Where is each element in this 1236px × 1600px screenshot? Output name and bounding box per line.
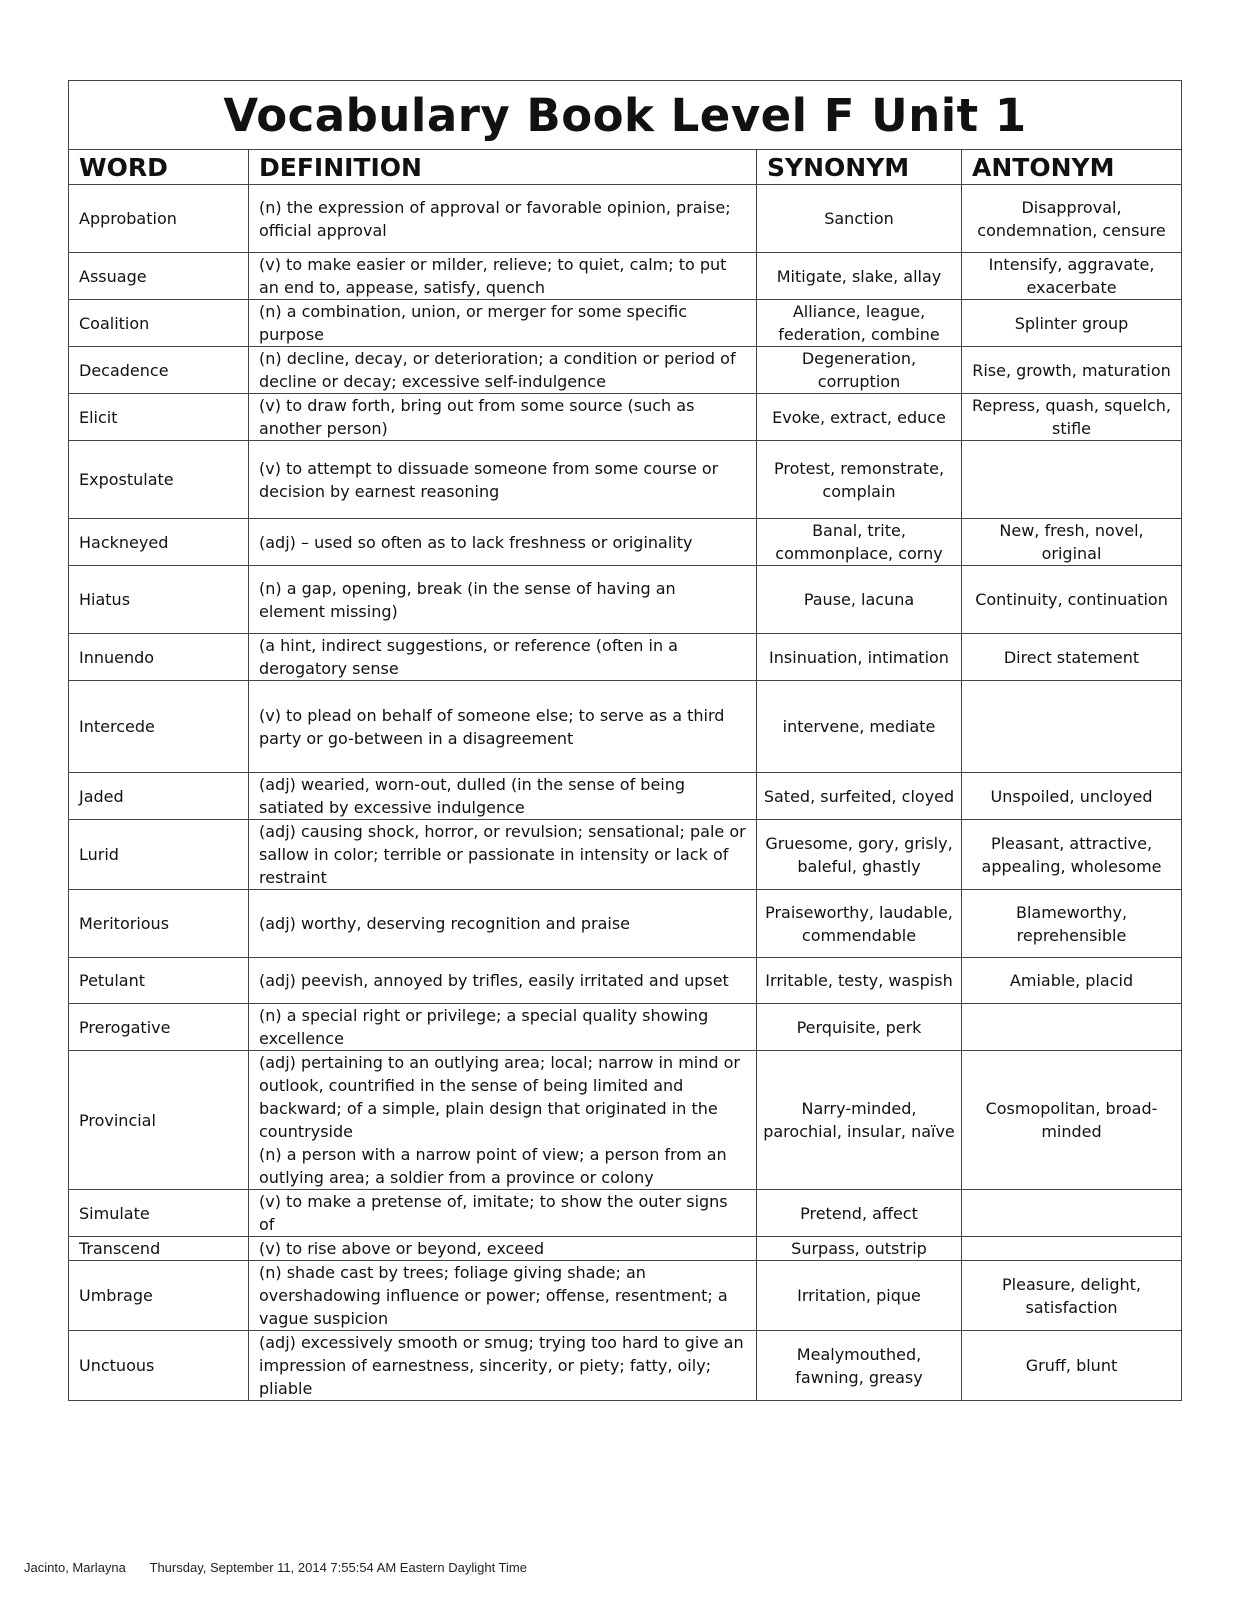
table-row	[69, 634, 1182, 681]
cell-antonym: Gruff, blunt	[962, 1331, 1182, 1401]
table-row	[69, 347, 1182, 394]
cell-definition: (adj) excessively smooth or smug; trying too hard to give an impression of earnestness, sincerity, or piety; fatty, oily; pliable	[249, 1331, 757, 1401]
table-row	[69, 1331, 1182, 1401]
cell-word: Approbation	[69, 185, 249, 253]
cell-antonym	[962, 441, 1182, 519]
cell-antonym	[962, 1004, 1182, 1051]
cell-synonym: Mealymouthed, fawning, greasy	[757, 1331, 962, 1401]
cell-word: Coalition	[69, 300, 249, 347]
cell-word: Lurid	[69, 820, 249, 890]
cell-synonym: Pretend, affect	[757, 1190, 962, 1237]
table-row	[69, 519, 1182, 566]
cell-definition: (n) a combination, union, or merger for some specific purpose	[249, 300, 757, 347]
cell-word: Innuendo	[69, 634, 249, 681]
cell-antonym: Rise, growth, maturation	[962, 347, 1182, 394]
cell-definition: (n) a special right or privilege; a special quality showing excellence	[249, 1004, 757, 1051]
table-row	[69, 300, 1182, 347]
cell-synonym: Narry-minded, parochial, insular, naïve	[757, 1051, 962, 1190]
table-row	[69, 1190, 1182, 1237]
header-synonym: SYNONYM	[757, 150, 962, 185]
table-row	[69, 1261, 1182, 1331]
cell-word: Umbrage	[69, 1261, 249, 1331]
table-row	[69, 1051, 1182, 1190]
cell-word: Assuage	[69, 253, 249, 300]
page-title: Vocabulary Book Level F Unit 1	[69, 81, 1182, 150]
cell-word: Prerogative	[69, 1004, 249, 1051]
cell-synonym: Pause, lacuna	[757, 566, 962, 634]
table-row	[69, 394, 1182, 441]
table-row	[69, 253, 1182, 300]
cell-synonym: Mitigate, slake, allay	[757, 253, 962, 300]
cell-word: Hiatus	[69, 566, 249, 634]
cell-synonym: Insinuation, intimation	[757, 634, 962, 681]
cell-word: Expostulate	[69, 441, 249, 519]
cell-synonym: Alliance, league, federation, combine	[757, 300, 962, 347]
cell-definition: (v) to make a pretense of, imitate; to show the outer signs of	[249, 1190, 757, 1237]
cell-word: Simulate	[69, 1190, 249, 1237]
cell-antonym	[962, 1237, 1182, 1261]
cell-antonym: Repress, quash, squelch, stifle	[962, 394, 1182, 441]
cell-synonym: Sanction	[757, 185, 962, 253]
cell-definition: (adj) peevish, annoyed by trifles, easily irritated and upset	[249, 958, 757, 1004]
cell-antonym	[962, 681, 1182, 773]
cell-word: Meritorious	[69, 890, 249, 958]
table-row	[69, 441, 1182, 519]
table-row	[69, 958, 1182, 1004]
cell-synonym: Evoke, extract, educe	[757, 394, 962, 441]
cell-word: Unctuous	[69, 1331, 249, 1401]
cell-antonym: Splinter group	[962, 300, 1182, 347]
table-row	[69, 681, 1182, 773]
cell-antonym: Amiable, placid	[962, 958, 1182, 1004]
cell-antonym: Continuity, continuation	[962, 566, 1182, 634]
cell-word: Provincial	[69, 1051, 249, 1190]
cell-word: Elicit	[69, 394, 249, 441]
cell-synonym: Surpass, outstrip	[757, 1237, 962, 1261]
vocabulary-sheet	[68, 80, 1181, 1401]
table-row	[69, 566, 1182, 634]
cell-synonym: Degeneration, corruption	[757, 347, 962, 394]
cell-antonym	[962, 1190, 1182, 1237]
table-row	[69, 820, 1182, 890]
cell-antonym: Pleasure, delight, satisfaction	[962, 1261, 1182, 1331]
table-row	[69, 890, 1182, 958]
cell-definition: (adj) pertaining to an outlying area; local; narrow in mind or outlook, countrified in the sense of being limited and backward; of a simple, plain design that originated in the countryside (n) a person with a narrow point of view; a person from an outlying area; a soldier from a province or colony	[249, 1051, 757, 1190]
cell-definition: (adj) causing shock, horror, or revulsion; sensational; pale or sallow in color; terrible or passionate in intensity or lack of restraint	[249, 820, 757, 890]
header-definition: DEFINITION	[249, 150, 757, 185]
header-antonym: ANTONYM	[962, 150, 1182, 185]
cell-synonym: Banal, trite, commonplace, corny	[757, 519, 962, 566]
cell-synonym: intervene, mediate	[757, 681, 962, 773]
vocabulary-table	[68, 80, 1182, 1401]
header-word: WORD	[69, 150, 249, 185]
cell-definition: (adj) wearied, worn-out, dulled (in the sense of being satiated by excessive indulgence	[249, 773, 757, 820]
cell-synonym: Irritable, testy, waspish	[757, 958, 962, 1004]
cell-synonym: Irritation, pique	[757, 1261, 962, 1331]
cell-antonym: Blameworthy, reprehensible	[962, 890, 1182, 958]
cell-word: Intercede	[69, 681, 249, 773]
cell-definition: (n) shade cast by trees; foliage giving shade; an overshadowing influence or power; offense, resentment; a vague suspicion	[249, 1261, 757, 1331]
print-footer	[24, 1560, 527, 1575]
cell-antonym: Disapproval, condemnation, censure	[962, 185, 1182, 253]
cell-synonym: Sated, surfeited, cloyed	[757, 773, 962, 820]
cell-definition: (v) to rise above or beyond, exceed	[249, 1237, 757, 1261]
footer-timestamp: Thursday, September 11, 2014 7:55:54 AM Eastern Daylight Time	[149, 1560, 527, 1575]
cell-definition: (n) decline, decay, or deterioration; a condition or period of decline or decay; excessive self-indulgence	[249, 347, 757, 394]
table-body	[69, 185, 1182, 1401]
cell-word: Jaded	[69, 773, 249, 820]
cell-antonym: New, fresh, novel, original	[962, 519, 1182, 566]
cell-definition: (v) to plead on behalf of someone else; to serve as a third party or go-between in a disagreement	[249, 681, 757, 773]
cell-word: Hackneyed	[69, 519, 249, 566]
cell-antonym: Direct statement	[962, 634, 1182, 681]
cell-antonym: Intensify, aggravate, exacerbate	[962, 253, 1182, 300]
cell-antonym: Unspoiled, uncloyed	[962, 773, 1182, 820]
cell-synonym: Protest, remonstrate, complain	[757, 441, 962, 519]
table-row	[69, 773, 1182, 820]
cell-synonym: Gruesome, gory, grisly, baleful, ghastly	[757, 820, 962, 890]
cell-definition: (v) to draw forth, bring out from some source (such as another person)	[249, 394, 757, 441]
cell-definition: (v) to make easier or milder, relieve; to quiet, calm; to put an end to, appease, satisfy, quench	[249, 253, 757, 300]
cell-antonym: Pleasant, attractive, appealing, wholesome	[962, 820, 1182, 890]
cell-definition: (n) the expression of approval or favorable opinion, praise; official approval	[249, 185, 757, 253]
cell-antonym: Cosmopolitan, broad-minded	[962, 1051, 1182, 1190]
cell-definition: (adj) – used so often as to lack freshness or originality	[249, 519, 757, 566]
cell-synonym: Perquisite, perk	[757, 1004, 962, 1051]
table-row	[69, 1237, 1182, 1261]
cell-definition: (adj) worthy, deserving recognition and praise	[249, 890, 757, 958]
cell-definition: (a hint, indirect suggestions, or reference (often in a derogatory sense	[249, 634, 757, 681]
cell-definition: (n) a gap, opening, break (in the sense of having an element missing)	[249, 566, 757, 634]
table-row	[69, 1004, 1182, 1051]
footer-name: Jacinto, Marlayna	[24, 1560, 126, 1575]
cell-synonym: Praiseworthy, laudable, commendable	[757, 890, 962, 958]
cell-definition: (v) to attempt to dissuade someone from some course or decision by earnest reasoning	[249, 441, 757, 519]
table-row	[69, 185, 1182, 253]
cell-word: Decadence	[69, 347, 249, 394]
cell-word: Transcend	[69, 1237, 249, 1261]
cell-word: Petulant	[69, 958, 249, 1004]
